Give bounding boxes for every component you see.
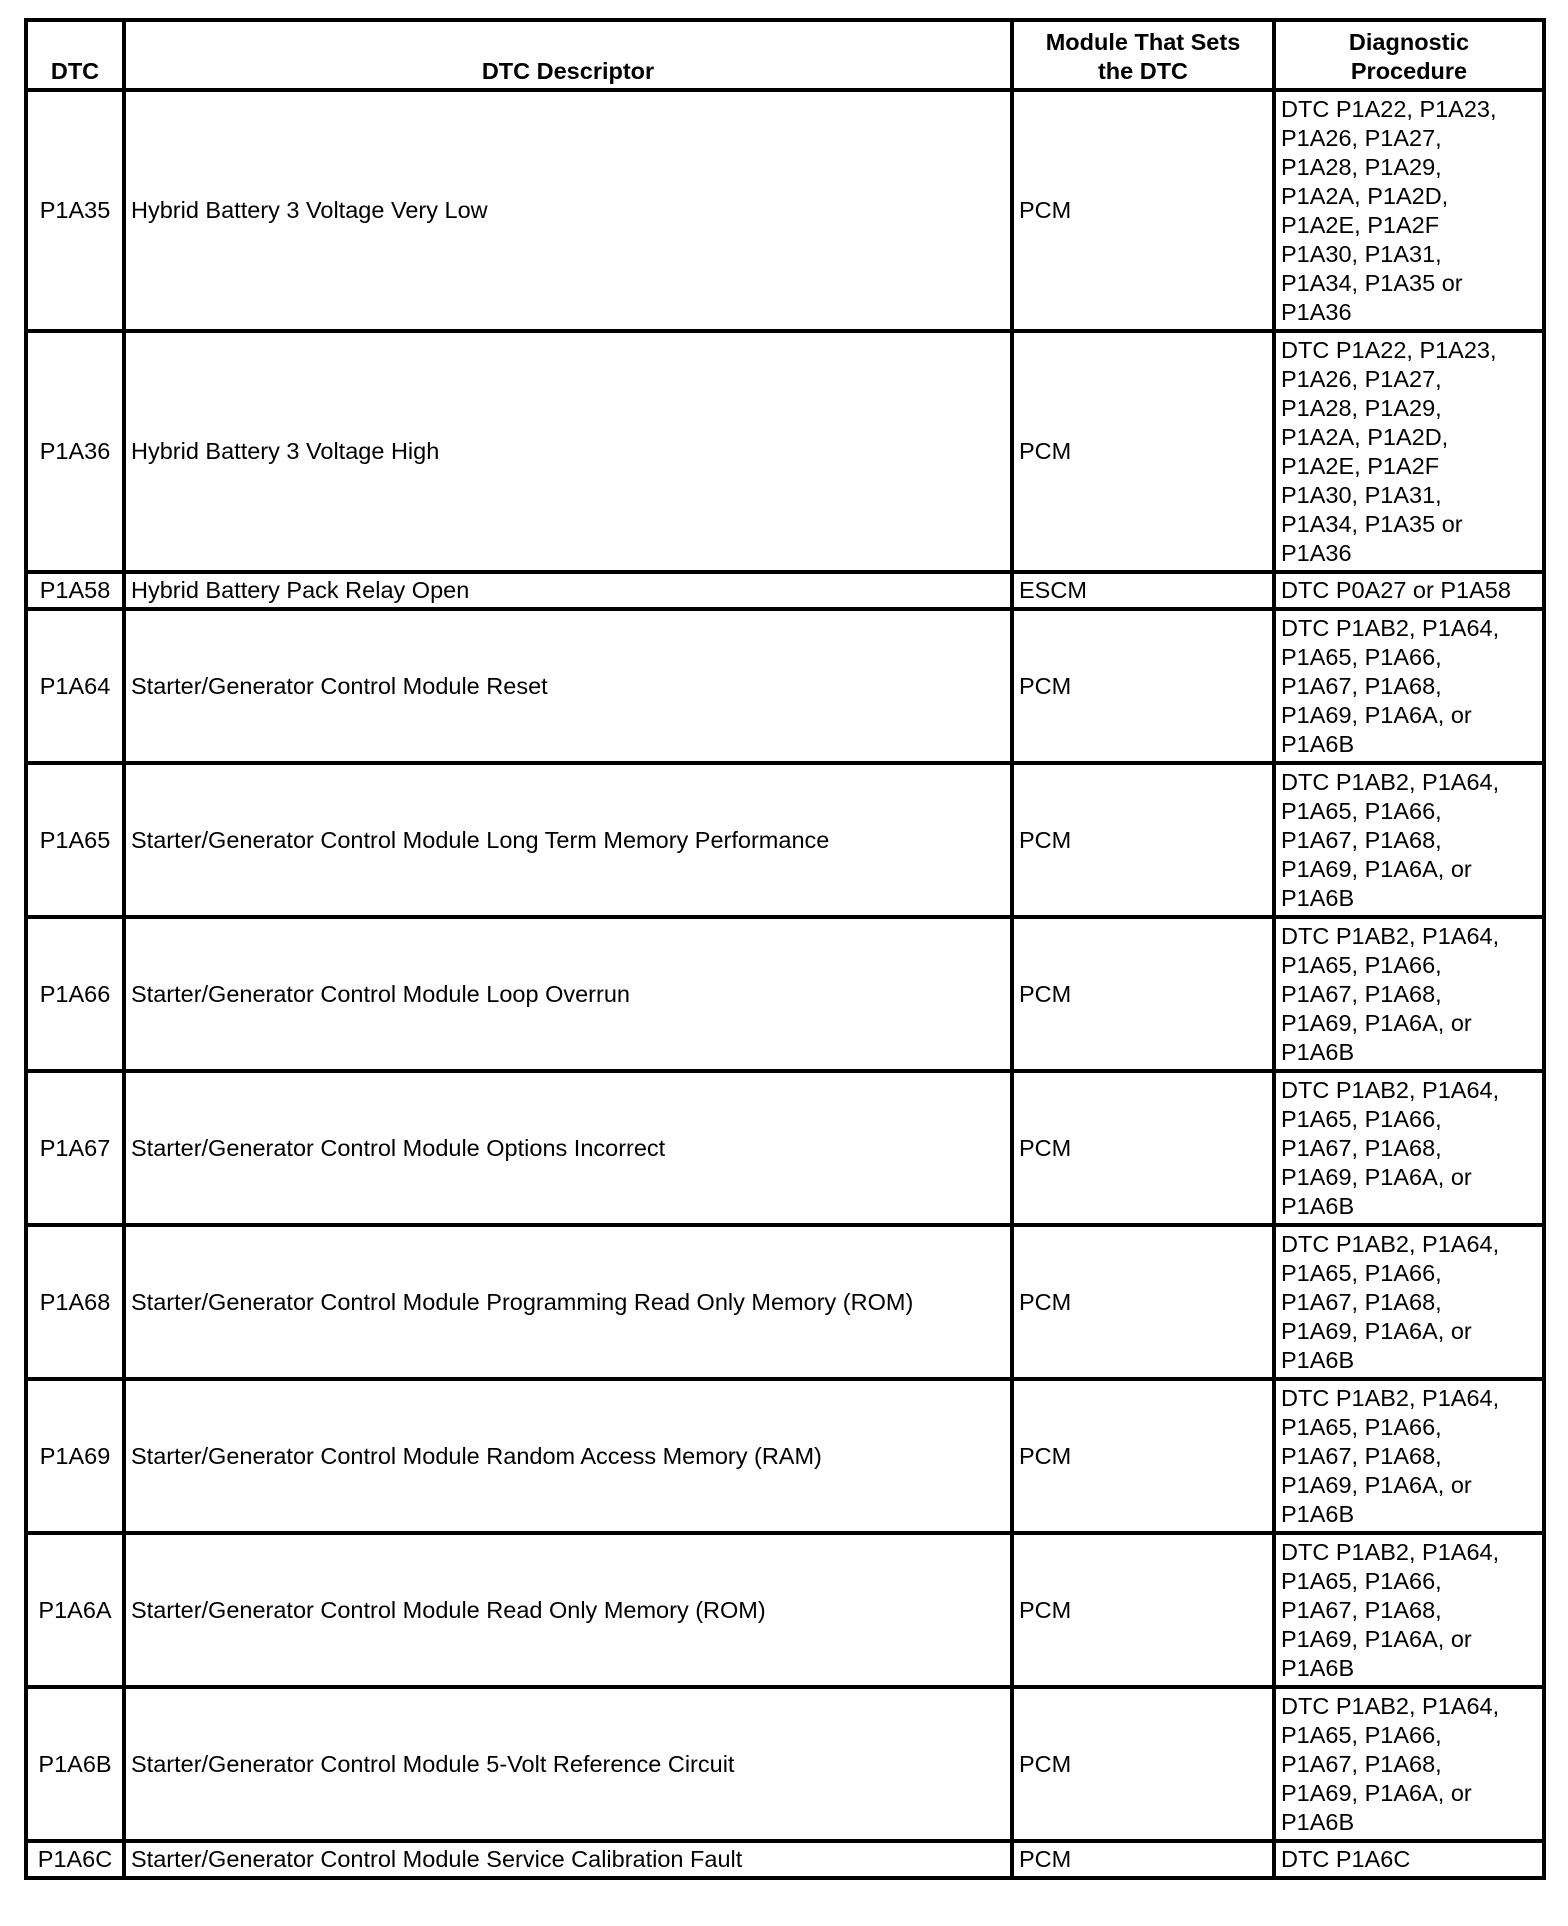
diagnostic-procedure: DTC P1AB2, P1A64, P1A65, P1A66, P1A67, P1A68, P1A69, P1A6A, or P1A6B <box>1274 609 1544 763</box>
dtc-code: P1A65 <box>26 763 124 917</box>
module-name: PCM <box>1012 90 1274 331</box>
dtc-code: P1A36 <box>26 331 124 572</box>
dtc-descriptor: Starter/Generator Control Module 5-Volt Reference Circuit <box>124 1687 1012 1841</box>
diagnostic-procedure: DTC P1AB2, P1A64, P1A65, P1A66, P1A67, P1A68, P1A69, P1A6A, or P1A6B <box>1274 1379 1544 1533</box>
dtc-descriptor: Starter/Generator Control Module Read Only Memory (ROM) <box>124 1533 1012 1687</box>
module-name: PCM <box>1012 1841 1274 1878</box>
dtc-descriptor: Hybrid Battery 3 Voltage High <box>124 331 1012 572</box>
dtc-code: P1A35 <box>26 90 124 331</box>
dtc-code: P1A69 <box>26 1379 124 1533</box>
diagnostic-procedure: DTC P1AB2, P1A64, P1A65, P1A66, P1A67, P1A68, P1A69, P1A6A, or P1A6B <box>1274 763 1544 917</box>
module-name: PCM <box>1012 1071 1274 1225</box>
table-row <box>26 1379 1544 1533</box>
module-name: PCM <box>1012 763 1274 917</box>
dtc-code: P1A67 <box>26 1071 124 1225</box>
dtc-descriptor: Starter/Generator Control Module Programming Read Only Memory (ROM) <box>124 1225 1012 1379</box>
module-name: PCM <box>1012 609 1274 763</box>
table-row <box>26 763 1544 917</box>
module-name: PCM <box>1012 331 1274 572</box>
dtc-descriptor: Starter/Generator Control Module Reset <box>124 609 1012 763</box>
dtc-code: P1A6A <box>26 1533 124 1687</box>
diagnostic-procedure: DTC P1AB2, P1A64, P1A65, P1A66, P1A67, P1A68, P1A69, P1A6A, or P1A6B <box>1274 1071 1544 1225</box>
table-row <box>26 1841 1544 1878</box>
dtc-descriptor: Starter/Generator Control Module Long Term Memory Performance <box>124 763 1012 917</box>
table-header <box>26 20 1544 90</box>
table-row <box>26 917 1544 1071</box>
dtc-table <box>24 18 1546 1880</box>
dtc-code: P1A6C <box>26 1841 124 1878</box>
dtc-descriptor: Hybrid Battery 3 Voltage Very Low <box>124 90 1012 331</box>
diagnostic-procedure: DTC P1AB2, P1A64, P1A65, P1A66, P1A67, P1A68, P1A69, P1A6A, or P1A6B <box>1274 1533 1544 1687</box>
dtc-descriptor: Hybrid Battery Pack Relay Open <box>124 572 1012 609</box>
dtc-code: P1A66 <box>26 917 124 1071</box>
dtc-descriptor: Starter/Generator Control Module Random Access Memory (RAM) <box>124 1379 1012 1533</box>
dtc-descriptor: Starter/Generator Control Module Options Incorrect <box>124 1071 1012 1225</box>
diagnostic-procedure: DTC P1A22, P1A23, P1A26, P1A27, P1A28, P1A29, P1A2A, P1A2D, P1A2E, P1A2F P1A30, P1A31, P1A34, P1A35 or P1A36 <box>1274 90 1544 331</box>
dtc-descriptor: Starter/Generator Control Module Loop Overrun <box>124 917 1012 1071</box>
diagnostic-procedure: DTC P1AB2, P1A64, P1A65, P1A66, P1A67, P1A68, P1A69, P1A6A, or P1A6B <box>1274 1687 1544 1841</box>
header-module: Module That Sets the DTC <box>1012 20 1274 90</box>
table-row <box>26 1687 1544 1841</box>
diagnostic-procedure: DTC P1A22, P1A23, P1A26, P1A27, P1A28, P1A29, P1A2A, P1A2D, P1A2E, P1A2F P1A30, P1A31, P1A34, P1A35 or P1A36 <box>1274 331 1544 572</box>
table-body <box>26 90 1544 1878</box>
module-name: PCM <box>1012 1225 1274 1379</box>
header-procedure: Diagnostic Procedure <box>1274 20 1544 90</box>
table-row <box>26 331 1544 572</box>
table-row <box>26 572 1544 609</box>
dtc-code: P1A6B <box>26 1687 124 1841</box>
table-row <box>26 1225 1544 1379</box>
module-name: PCM <box>1012 1379 1274 1533</box>
diagnostic-procedure: DTC P0A27 or P1A58 <box>1274 572 1544 609</box>
module-name: PCM <box>1012 1687 1274 1841</box>
dtc-code: P1A68 <box>26 1225 124 1379</box>
table-row <box>26 1071 1544 1225</box>
dtc-descriptor: Starter/Generator Control Module Service Calibration Fault <box>124 1841 1012 1878</box>
module-name: PCM <box>1012 1533 1274 1687</box>
module-name: PCM <box>1012 917 1274 1071</box>
header-descriptor: DTC Descriptor <box>124 20 1012 90</box>
module-name: ESCM <box>1012 572 1274 609</box>
table-row <box>26 609 1544 763</box>
header-dtc: DTC <box>26 20 124 90</box>
table-row <box>26 90 1544 331</box>
header-row <box>26 20 1544 90</box>
diagnostic-procedure: DTC P1A6C <box>1274 1841 1544 1878</box>
table-row <box>26 1533 1544 1687</box>
dtc-code: P1A58 <box>26 572 124 609</box>
dtc-code: P1A64 <box>26 609 124 763</box>
diagnostic-procedure: DTC P1AB2, P1A64, P1A65, P1A66, P1A67, P1A68, P1A69, P1A6A, or P1A6B <box>1274 1225 1544 1379</box>
diagnostic-procedure: DTC P1AB2, P1A64, P1A65, P1A66, P1A67, P1A68, P1A69, P1A6A, or P1A6B <box>1274 917 1544 1071</box>
